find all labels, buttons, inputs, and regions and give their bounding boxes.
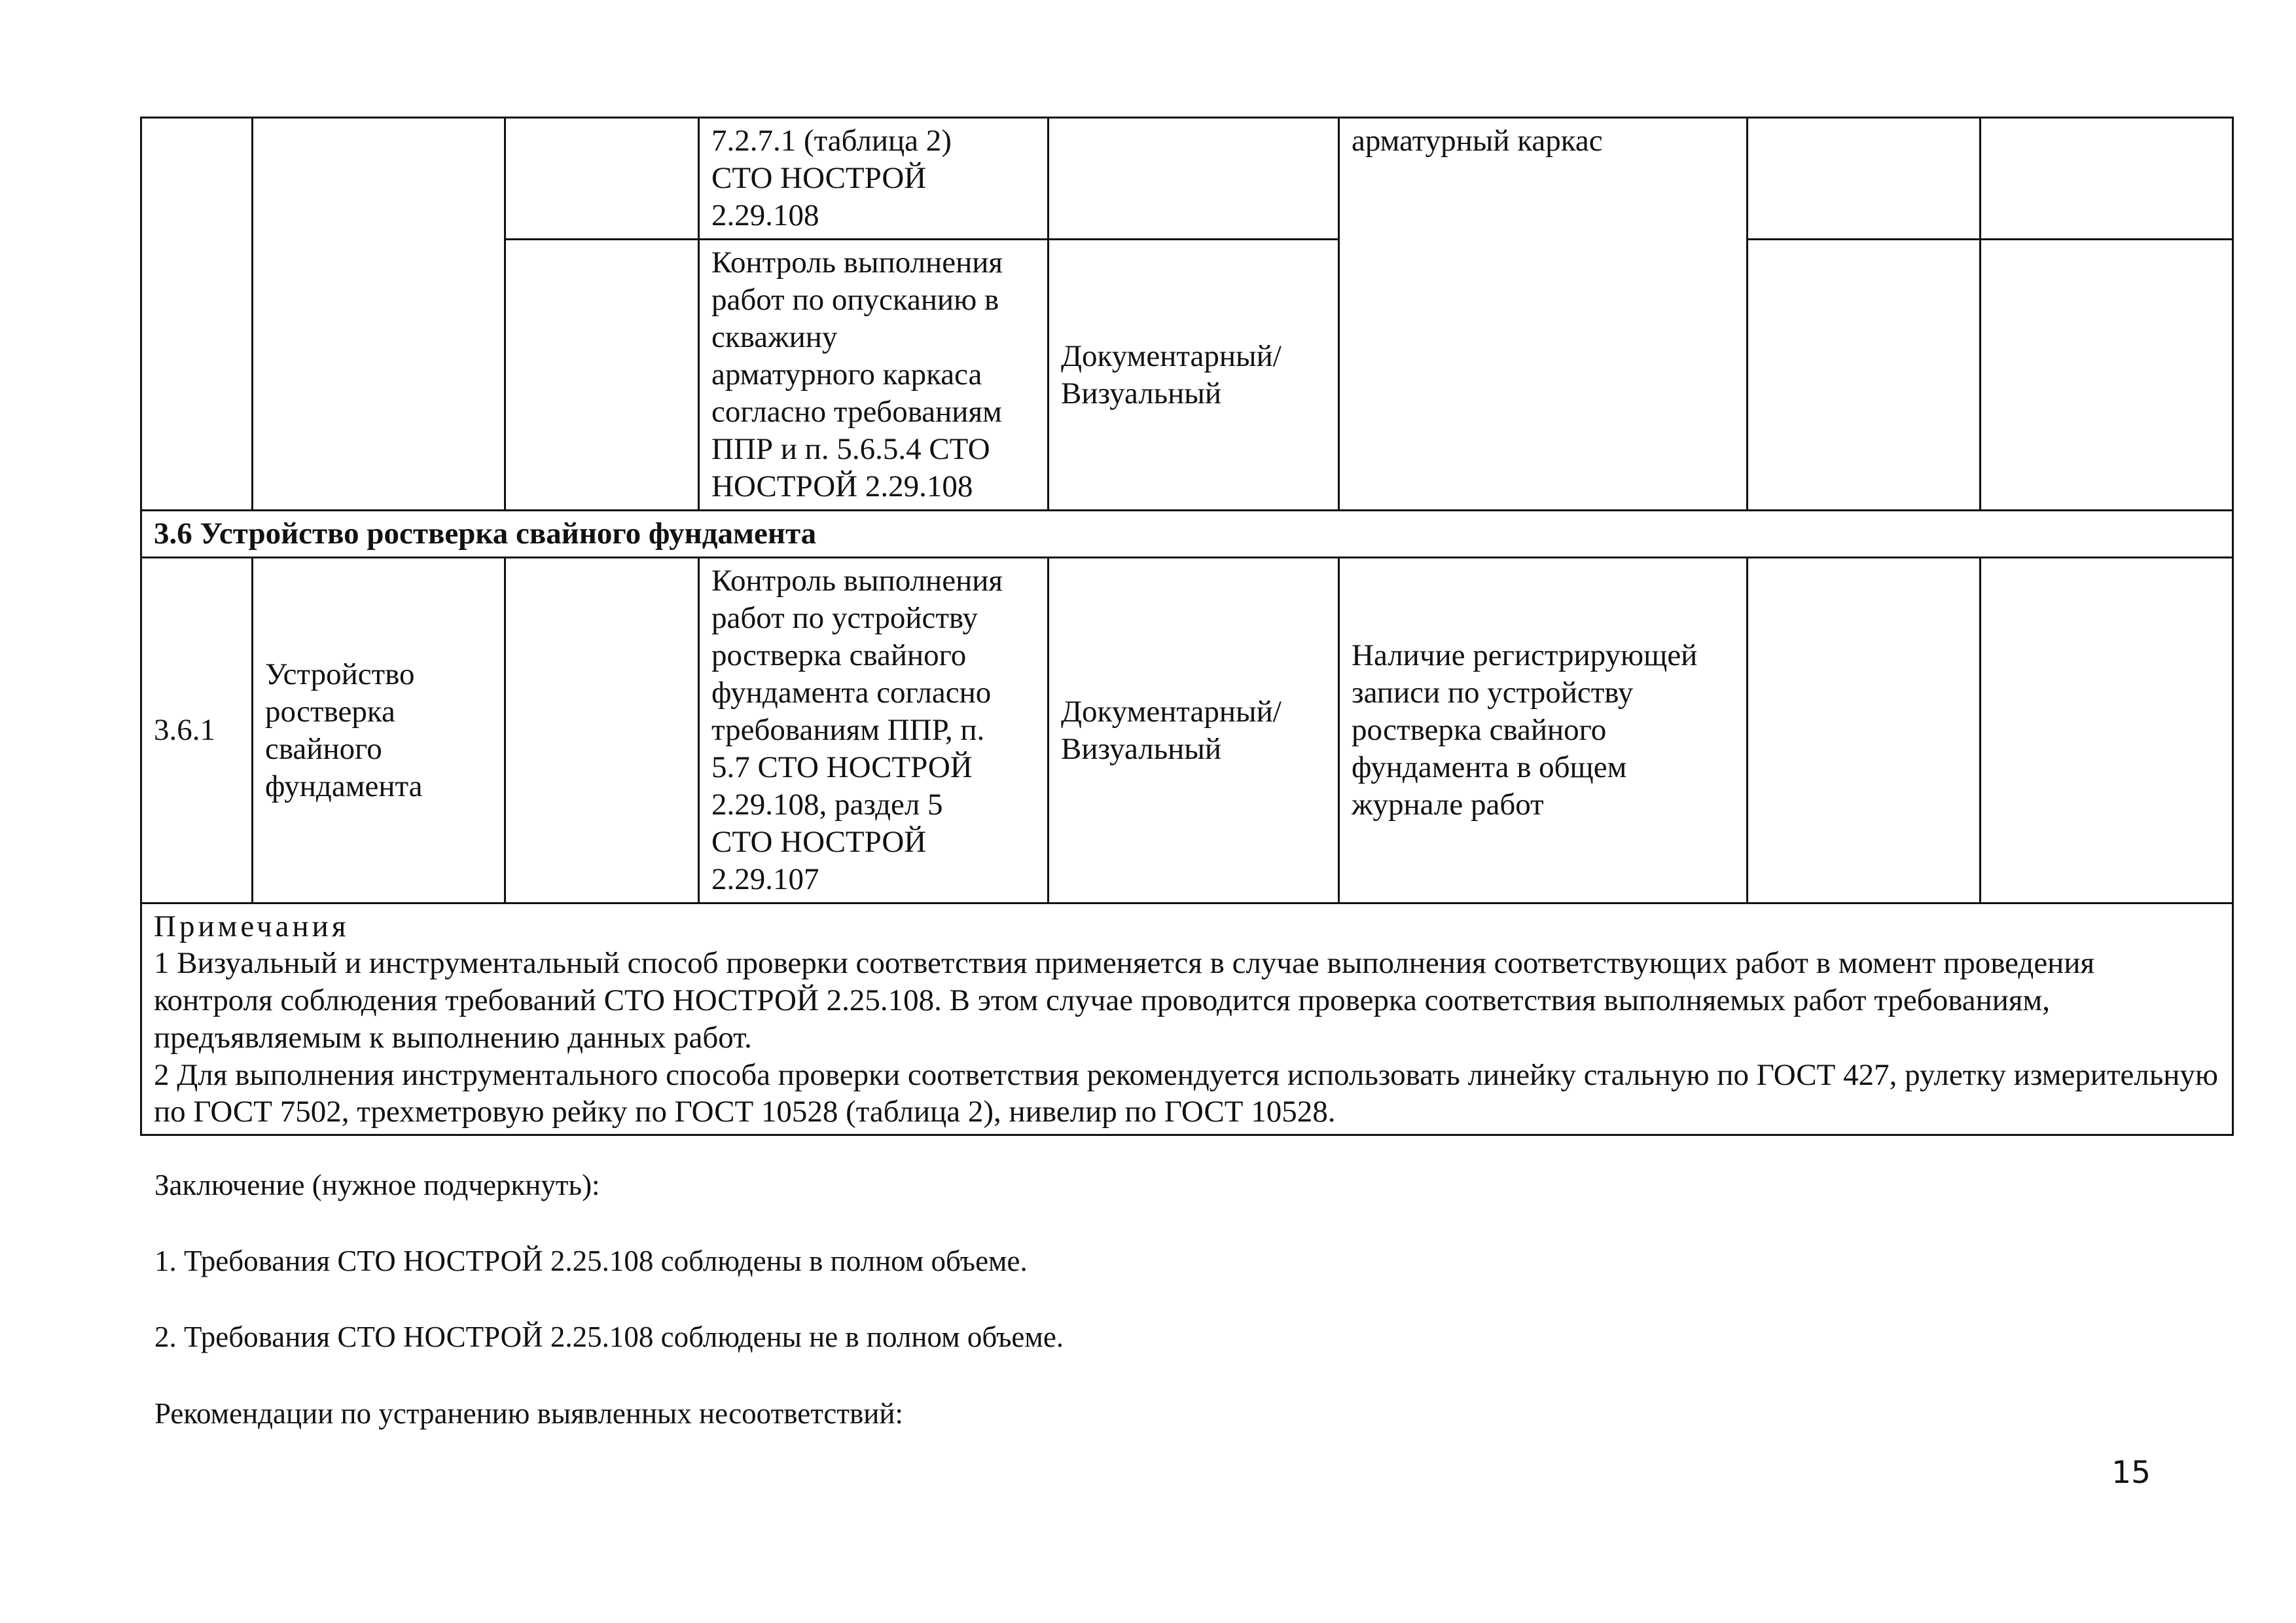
conclusion-heading: Заключение (нужное подчеркнуть):: [154, 1169, 600, 1201]
cell-check-method: Документарный/ Визуальный: [1049, 558, 1339, 903]
recommendations-heading: Рекомендации по устранению выявленных несоответствий:: [154, 1397, 903, 1430]
cell-result: арматурный каркас: [1339, 118, 1748, 511]
cell-result: Наличие регистрирующей записи по устройству ростверка свайного фундамента в общем журнале работ: [1339, 558, 1748, 903]
note-1: 1 Визуальный и инструментальный способ проверки соответствия применяется в случае выполнения соответствующих работ в момент проведения контроля соблюдения требований СТО НОСТРОЙ 2.25.108. В этом случае проводится проверка соответствия выполняемых работ требованиям, предъявляемым к выполнению данных работ.: [154, 946, 2095, 1055]
cell-standard-reference: 7.2.7.1 (таблица 2) СТО НОСТРОЙ 2.29.108: [699, 118, 1049, 240]
cell-empty: [1748, 558, 1981, 903]
table-row: [141, 558, 2233, 903]
cell-empty: [505, 558, 699, 903]
cell-item-name: Устройство ростверка свайного фундамента: [253, 558, 505, 903]
section-title: 3.6 Устройство ростверка свайного фундамента: [141, 511, 2233, 558]
cell-empty: [505, 240, 699, 511]
page-number: 15: [2111, 1455, 2151, 1491]
note-2: 2 Для выполнения инструментального способа проверки соответствия рекомендуется использовать линейку стальную по ГОСТ 427, рулетку измерительную по ГОСТ 7502, трехметровую рейку по ГОСТ 10528 (таблица 2), нивелир по ГОСТ 10528.: [154, 1058, 2219, 1129]
cell-name-empty: [253, 118, 505, 511]
conclusion-option-2: 2. Требования СТО НОСТРОЙ 2.25.108 соблюдены не в полном объеме.: [154, 1321, 1064, 1353]
notes-row: [141, 903, 2233, 1135]
cell-empty: [1748, 240, 1981, 511]
notes-cell: [141, 903, 2233, 1135]
notes-heading: Примечания: [154, 909, 350, 943]
cell-empty: [1748, 118, 1981, 240]
cell-empty: [1049, 118, 1339, 240]
inspection-table: [140, 117, 2234, 1136]
cell-empty: [1981, 558, 2233, 903]
cell-control-description: Контроль выполнения работ по опусканию в скважину арматурного каркаса согласно требованиям ППР и п. 5.6.5.4 СТО НОСТРОЙ 2.29.108: [699, 240, 1049, 511]
cell-control-description: Контроль выполнения работ по устройству ростверка свайного фундамента согласно требованиям ППР, п. 5.7 СТО НОСТРОЙ 2.29.108, раздел 5 СТО НОСТРОЙ 2.29.107: [699, 558, 1049, 903]
cell-number-empty: [141, 118, 253, 511]
cell-empty: [505, 118, 699, 240]
cell-empty: [1981, 118, 2233, 240]
section-row: [141, 511, 2233, 558]
conclusion-option-1: 1. Требования СТО НОСТРОЙ 2.25.108 соблюдены в полном объеме.: [154, 1245, 1028, 1277]
cell-empty: [1981, 240, 2233, 511]
cell-item-number: 3.6.1: [141, 558, 253, 903]
cell-check-method: Документарный/ Визуальный: [1049, 240, 1339, 511]
table-row: [141, 118, 2233, 240]
